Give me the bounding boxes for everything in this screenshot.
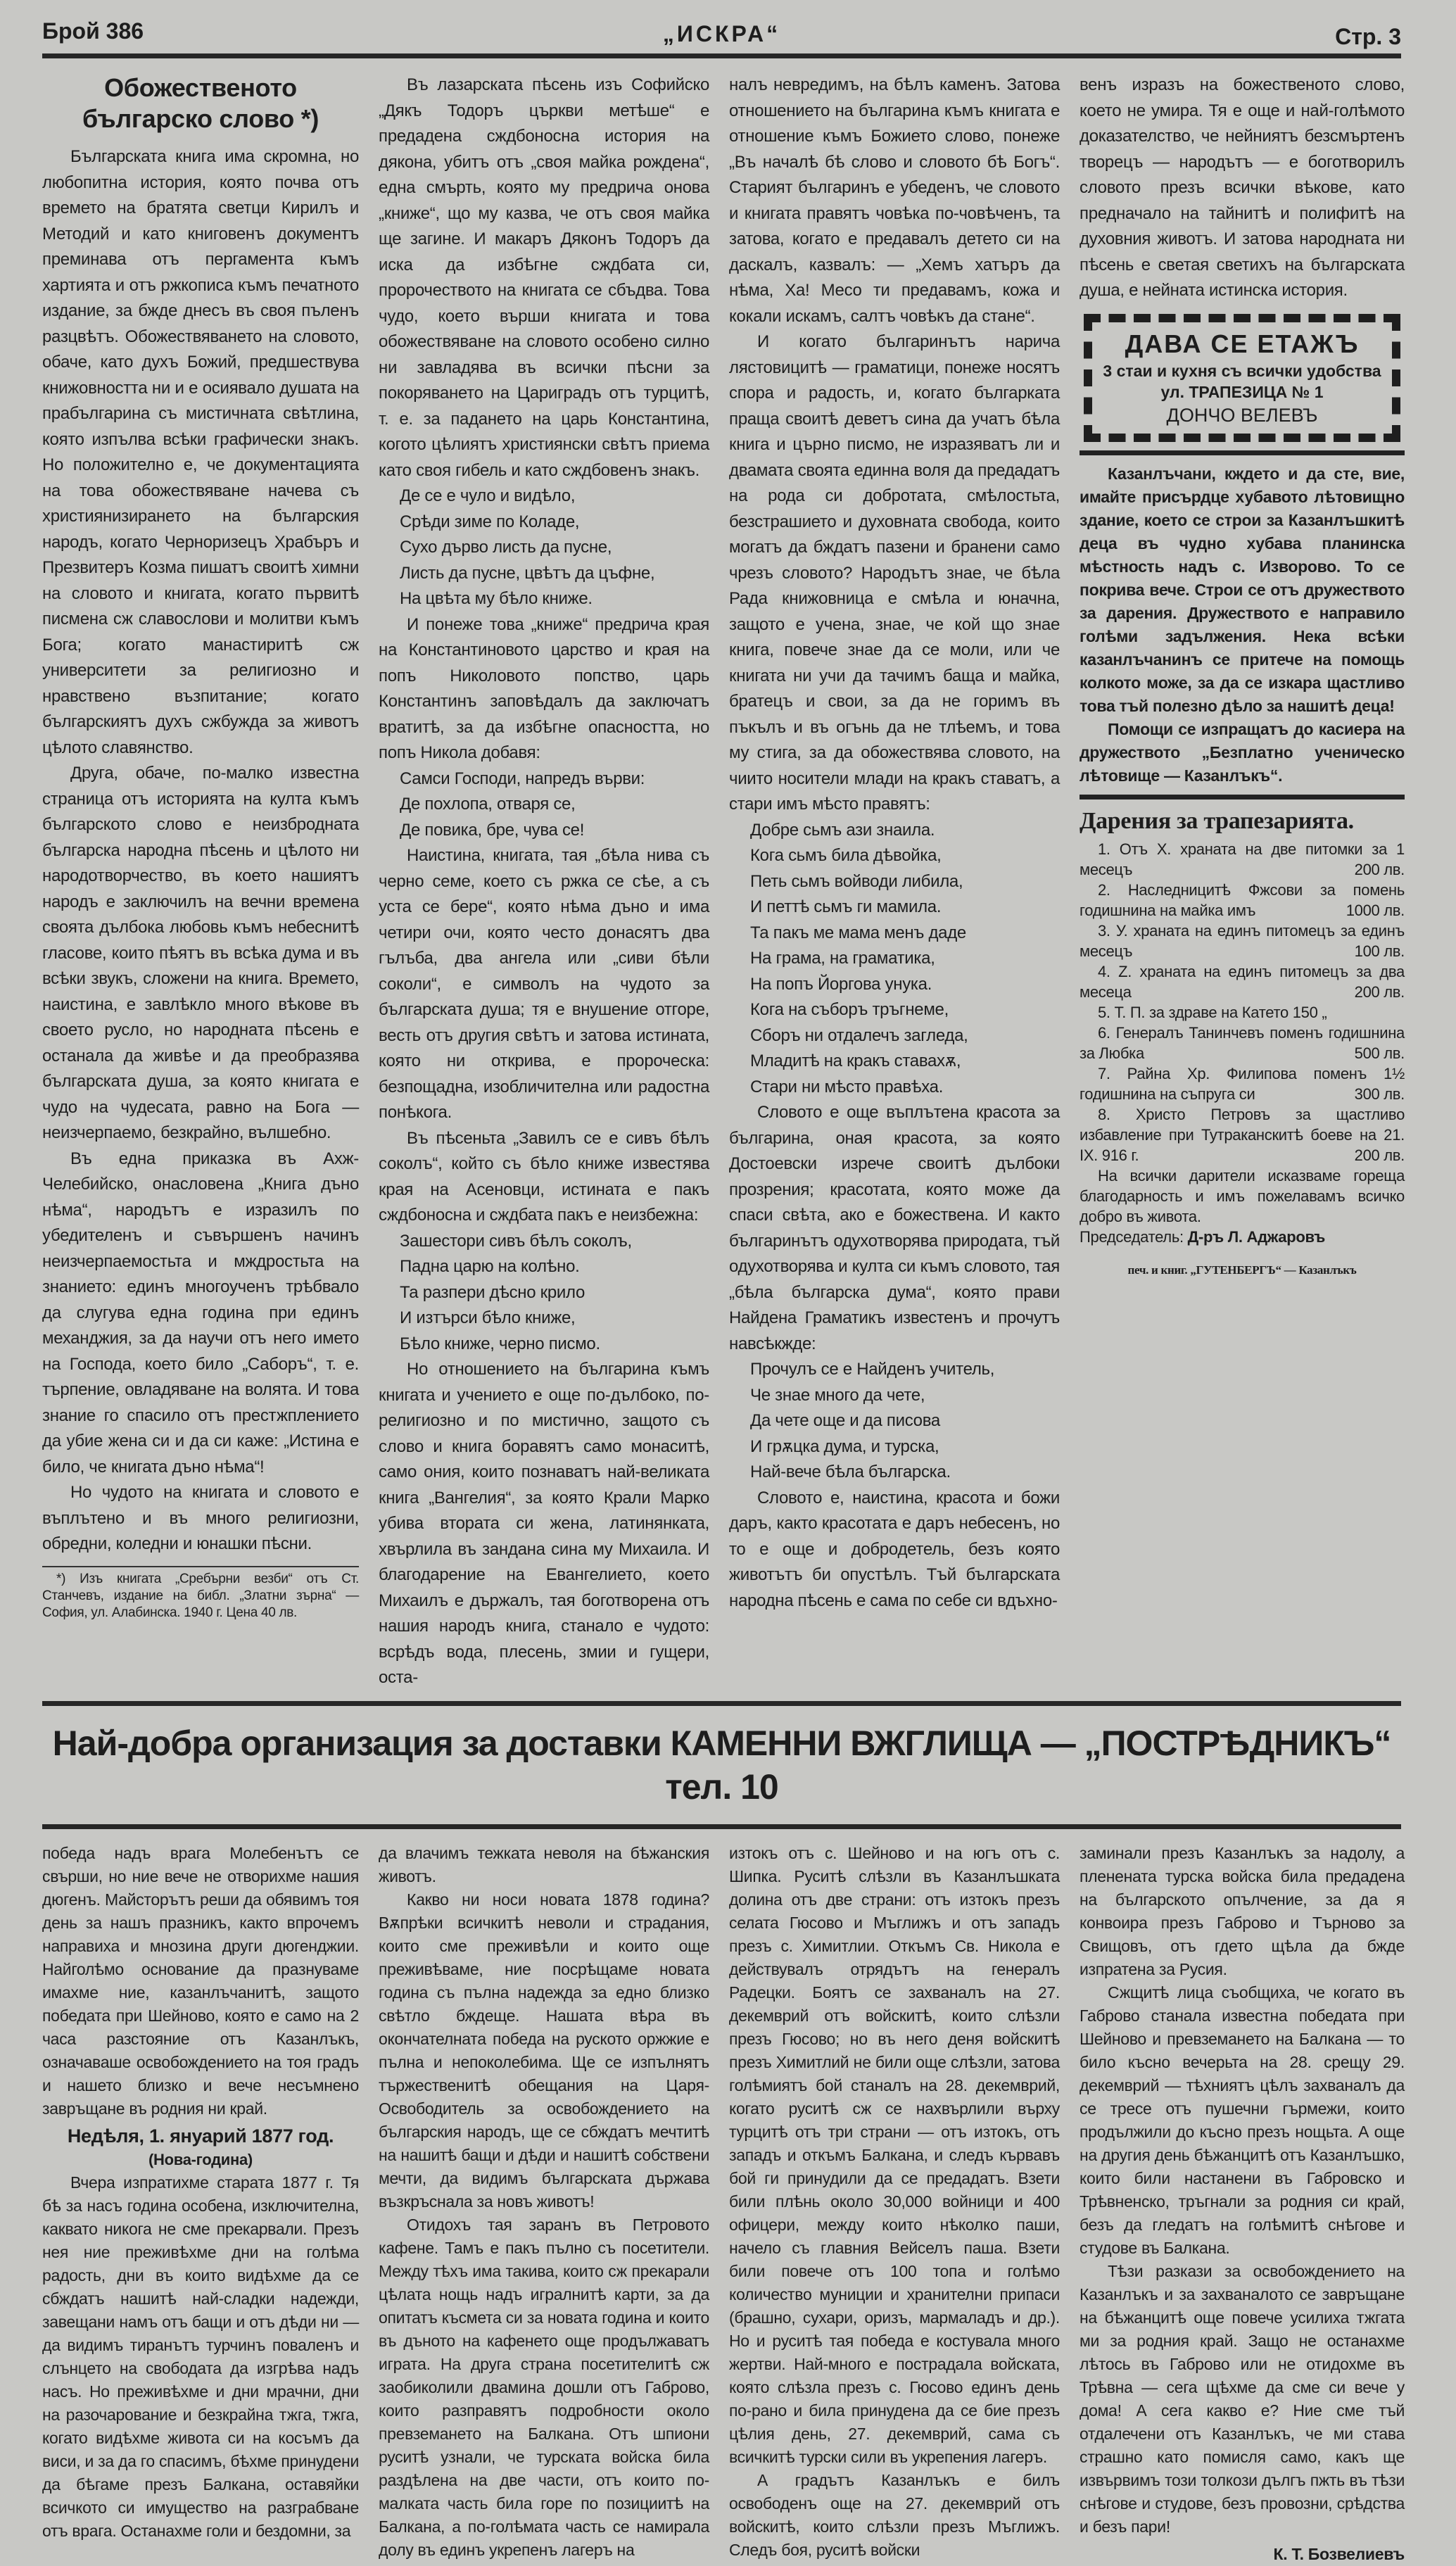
divider (1080, 450, 1405, 455)
page-header (42, 18, 1401, 53)
donation-text: 7. Райна Хр. Филипова поменъ 1½ годишнина на съпруга си (1080, 1064, 1405, 1103)
paragraph: И когато българинътъ нарича лястовицитѣ — граматици, понеже носятъ спора и радость, и, когато българката праща своитѣ деветъ сина да учатъ бѣла книга и църно писмо, не изразяватъ ли и двамата своята единна воля да предадатъ на рода си добротата, смѣлостьта, безстрашието и духовната свобода, които могатъ да бждатъ пазени и бранени само чрезъ словото? Народътъ знае, че бѣла Рада книжовница е смѣла и юначна, защото е учена, знае, че кой що знае книга, повече знае да се моли, или че книгата ни учи да тачимъ баща и майка, братецъ и свои, за да не горимъ въ пъкълъ и въ огънь да не тлѣемъ, и това му стига, за да обожествява словото, на чиито носители млади на кракъ ставатъ, а стари имъ мѣсто правятъ: (729, 332, 1060, 814)
verse-line: Кога на съборъ тръгнеме, (750, 1000, 949, 1019)
paragraph: Словото е още въплътена красота за българина, оная красота, за която Достоевски изрече своитѣ дълбоки прозрения; красотата, която може да спаси свѣта, ако е божествена. И както българинътъ одухотворява природата, тъй одухотворява и култа си къмъ словото, тая „бѣла българска дума“, която прави Найдена Граматикъ известенъ и прочутъ навсѣкжде: (729, 1103, 1060, 1353)
donations-title: Дарения за трапезарията. (1080, 807, 1354, 834)
verse-line: Та разпери дѣсно крило (400, 1282, 585, 1302)
paragraph: Въ пѣсеньта „Завилъ се е сивъ бѣлъ соколъ“, който съ бѣло книже известява края на Асеновци, истината е пакъ сждбоносна и сждбата пакъ е неизбежна: (379, 1128, 709, 1225)
paragraph: Какво ни носи новата 1878 година? Вѫпрѣки всичкитѣ неволи и страдания, които сме преживѣли и които още преживѣваме, ние посрѣщаме новата година съ пълна надежда за едно близко свѣтло бждеще. Нашата вѣра въ окончателната победа на руското оржжие е пълна и непоколебима. Ще се изпълнятъ тържественитѣ обещания на Царя-Освободитель за освобождението на българския народъ, ще се сбждатъ мечтитѣ на нашитѣ бащи и дѣди и нашитѣ собствени мечти, да видимъ българската държава възкръснала за новъ животъ! (379, 1890, 709, 2211)
verse-line: Самси Господи, напредъ върви: (400, 769, 645, 788)
paragraph: изтокъ отъ с. Шейново и на югъ отъ с. Шипка. Руситѣ слѣзли въ Казанлъшката долина отъ две страни: отъ изтокъ презъ селата Гюсово и Мъглижъ и отъ западъ презъ с. Химитлии. Откъмъ Св. Никола е действувалъ отрядътъ на генералъ Радецки. Боятъ се захваналъ на 27. декемврий отъ войскитѣ, които слѣзли презъ Гюсово; но въ него деня войскитѣ презъ Химитлий не били още слѣзли, затова голѣмиятъ бой станалъ на 28. декемврий, когато руситѣ сж се нахвърлили върху турцитѣ отъ три страни — отъ изтокъ, отъ западъ и откъмъ Балкана, и следъ кървавъ бой ги принудили да се предадатъ. Взети били плѣнь около 30,000 войници и 400 офицери, между които нѣколко паши, начело съ главния Вейселъ паша. Взети били повече отъ 100 топа и голѣмо количество муниции и хранителни припаси (брашно, сухари, оризъ, мармаладъ и др.). Но и руситѣ тая победа е костувала много жертви. Най-много е пострадала войската, която слѣзла презъ с. Гюсово единъ день по-рано и била принудена да се бие презъ цѣлия день, 27. декемврий, сама съ всичкитѣ турски сили въ укрепения лагеръ. (729, 1843, 1060, 2466)
ad-description: 3 стаи и кухня съ всички удобства (1103, 361, 1381, 380)
donation-amount: 200 лв. (1354, 982, 1405, 1001)
paragraph: да влачимъ тежката неволя на бѣжанския животъ. (379, 1843, 709, 1885)
verse-line: Бѣло книже, черно писмо. (400, 1334, 600, 1353)
verse-line: Стари ни мѣсто правѣха. (750, 1077, 944, 1096)
author-signature: К. Т. Бозвелиевъ (1273, 2544, 1405, 2563)
top-column-2 (379, 72, 709, 1691)
apartment-for-rent-ad (1084, 314, 1400, 442)
section-heading: Недѣля, 1. януарий 1877 год. (67, 2125, 334, 2147)
paragraph: налъ невредимъ, на бѣлъ каменъ. Затова отношението на българина къмъ книгата е отношение къмъ Божието слово, понеже „Въ началѣ бѣ слово и словото бѣ Богъ“. Старият българинъ е убеденъ, че словото и книгата правятъ човѣка по-човѣченъ, та затова, когато е предавалъ детето си на даскалъ, казвалъ: — „Хемъ хатъръ да нѣма, Ха! Месо ти предавамъ, кожа и кокали искамъ, салтъ човѣкъ да стане“. (729, 75, 1060, 326)
verse-line: Най-вече бѣла българска. (750, 1462, 951, 1481)
paragraph: Сжщитѣ лица съобщиха, че когато въ Габрово станала известна победата при Шейново и превземането на Балкана — то било късно вечерьта на 28. срещу 29. декемврий — тѣхниятъ цѣлъ захваналъ да се тресе отъ пушечни гърмежи, които продължили до късно презъ нощьта. А още на другия день бѣжанцитѣ отъ Казанлъшко, които били настанени въ Габровско и Трѣвненско, тръгнали за родния си край, безъ да гледатъ на голѣмитѣ снѣгове и студове въ Балкана. (1080, 1983, 1405, 2257)
ad-owner: ДОНЧО ВЕЛЕВЪ (1166, 404, 1318, 426)
verse-line: Младитѣ на кракъ ставахѫ, (750, 1051, 961, 1070)
verse-block (729, 1357, 1060, 1486)
paragraph: Но чудото на книгата и словото е въплътено и въ много религиозни, обредни, коледни и юнашки пѣсни. (42, 1483, 359, 1553)
appeal-paragraph: Казанлъчани, кждето и да сте, вие, имайте присърдце хубавото лѣтовищно здание, което се строи за Казанлъшкитѣ деца въ чудно хубава планинска мѣстность надъ с. Изворово. То се покрива вече. Строи се отъ дружеството за дарения. Дружеството е направило голѣми задължения. Нека всѣки казанлъчанинъ се притече на помощь колкото може, за да се изкара щастливо това тъй полезно дѣло за нашитѣ деца! (1080, 464, 1405, 715)
verse-block (379, 766, 709, 844)
verse-line: Петь сьмъ войводи либила, (750, 871, 963, 891)
verse-line: Листь да пусне, цвѣтъ да цъфне, (400, 563, 655, 583)
paragraph: И понеже това „книже“ предрича края на Константиновото царство и края на попъ Николовото попство, царь Константинъ заповѣдалъ да заключатъ вратитѣ, за да избѣгне опасността, но попъ Никола добавя: (379, 614, 709, 762)
verse-line: На грама, на граматика, (750, 949, 935, 968)
banner-rule-top (42, 1701, 1401, 1706)
donation-amount: 100 лв. (1354, 942, 1405, 960)
bottom-column-2 (379, 1842, 709, 2566)
donation-text: 5. Т. П. за здраве на Катето 150 „ (1098, 1003, 1327, 1021)
top-column-3 (729, 72, 1060, 1691)
donation-text: 3. У. храната на единъ питомецъ за единъ месецъ (1080, 921, 1405, 960)
paragraph: Друга, обаче, по-малко известна страница отъ историята на култа къмъ българското слово е неизбродната българска народна пѣсень и цѣлото ни народотворчество, въ което нашиятъ народъ е заключилъ на вечни времена своята дълбока любовь къмъ небеснитѣ гласове, които пѣятъ въ всѣка дума и въ всѣки звукъ, сложени на книга. Времето, наистина, е завлѣкло много вѣкове въ своето русло, но народната пѣсень е останала да живѣе и да преобразява българската душа, за която книгата е чудо на чудесата, равно на Бога — неизчерпаемо, безкрайно, вълшебно. (42, 764, 359, 1142)
verse-line: Де повика, бре, чува се! (400, 820, 585, 840)
donation-text: 1. Отъ Х. храната на две питомки за 1 месецъ (1080, 840, 1405, 878)
chairman-name: Д-ръ Л. Аджаровъ (1187, 1227, 1325, 1246)
donation-amount: 1000 лв. (1346, 901, 1405, 919)
verse-line: Да чете още и да писова (750, 1411, 940, 1430)
bottom-column-4 (1080, 1842, 1405, 2566)
paragraph: Вчера изпратихме старата 1877 г. Тя бѣ за насъ година особена, изключителна, каквато никога не сме прекарвали. Презъ нея ние преживѣхме дни на голѣма радость, дни въ които видѣхме да се сбждатъ нашитѣ най-сладки надежди, завещани намъ отъ бащи и отъ дѣди ни — да видимъ тиранътъ турчинъ поваленъ и слънцето на свободата да изгрѣва надъ насъ. Но преживѣхме и дни мрачни, дни на разочарование и безкрайна тжга, тжга, когато видѣхме живота си на косъмъ да виси, и за да го спасимъ, бѣхме принудени да бѣгаме презъ Балкана, оставяйки всичкото си имущество на разграбване отъ врага. Останахме голи и бездомни, за (42, 2173, 359, 2540)
article-title: Обожественото българско слово *) (82, 73, 319, 133)
verse-block (729, 818, 1060, 1101)
paragraph: Отидохъ тая заранъ въ Петровото кафене. Тамъ е пакъ пълно съ посетители. Между тѣхъ има такива, които сж прекарали цѣлата нощь надъ игралнитѣ карти, за да опитатъ късмета си за новата година и които въ дъното на кафенето още продължаватъ играта. На друга страна посетителитѣ сж заобиколили двамина дошли отъ Габрово, които разправятъ подробности около превземането на Балкана. Отъ шпиони руситѣ узнали, че турската войска била раздѣлена на две части, отъ които по-малката часть била горе по позициитѣ на Балкана, а по-голѣмата часть се намирала долу въ единъ укрепенъ лагеръ на (379, 2215, 709, 2559)
verse-line: Та пакъ ме мама менъ даде (750, 923, 966, 942)
donation-item (1080, 1002, 1405, 1023)
chairman-line (1080, 1227, 1405, 1247)
bottom-section (42, 1842, 1405, 2566)
verse-line: И изтърси бѣло книже, (400, 1308, 576, 1327)
paragraph: Въ една приказка въ Ахж-Челебийско, онасловена „Книга дъно нѣма“, народътъ е изразилъ по убедителенъ и съвършенъ начинъ неизчерпаемостьта и мждростьта на знанието: единъ многоученъ трѣбвало да слугува една година при единъ механджия, за да научи отъ него името на Господа, което било „Саборъ“, т. е. търпение, овладяване на волята. И това знание го спасило отъ престжплението да убие жена си и да си каже: „Истина е било, че книгата дъно нѣма“! (42, 1149, 359, 1477)
ad-title: ДАВА СЕ ЕТАЖЪ (1125, 329, 1360, 358)
verse-line: Де се е чуло и видѣло, (400, 486, 576, 505)
banner-rule-bottom (42, 1824, 1401, 1829)
top-column-1 (42, 72, 359, 1691)
verse-line: Де похлопа, отваря се, (400, 795, 576, 814)
verse-block (379, 484, 709, 612)
verse-line: Че знае много да чете, (750, 1385, 925, 1405)
ad-address: ул. ТРАПЕЗИЦА № 1 (1160, 382, 1324, 401)
bottom-column-3 (729, 1842, 1060, 2566)
donations-section (1080, 807, 1405, 1280)
paragraph: Българската книга има скромна, но любопитна история, която почва отъ времето на братята светци Кирилъ и Методий и като книговенъ документъ преминава отъ пергамента къмъ хартията и отъ ржкописа къмъ печатното издание, за бжде днесъ въ своя пъленъ разцвѣтъ. Обожествяването на словото, обаче, като духъ Божий, предшествува книжовността ни и е осиявало душата на прабългарина съ мистичната свѣтлина, която изпълва всѣки графически знакъ. Но положително е, че документацията на това обожествяване начева съ християнизирането на българския народъ, когато Черноризецъ Храбъръ и Презвитеръ Козма пишатъ своитѣ химни на словото и книгата, когато първитѣ писмена сж славослови и молитви къмъ Бога; когато манастиритѣ сж университети за религиозно и нравствено възпитание; когато българскиятъ духъ сжбужда за животъ цѣлото славянство. (42, 147, 359, 757)
donation-amount: 500 лв. (1354, 1044, 1405, 1062)
paragraph: Но отношението на българина къмъ книгата и учението е още по-дълбоко, по-религиозно и по мистично, защото съ слово и книга боравятъ само монаситѣ, само ония, които познаватъ най-великата книга „Вангелия“, за която Крали Марко убива втората си жена, латинянката, хвърлила въ зандана сина му Михаила. И благодарение на Евангелието, което Михаилъ е държалъ, тая боготворена отъ нашия народъ книга, станало е чудото: всрѣдъ вода, плесень, змии и гущери, оста- (379, 1360, 709, 1687)
newspaper-name: „ИСКРА“ (662, 21, 781, 46)
donation-item (1080, 1063, 1405, 1104)
printer-credit: печ. и книг. „ГУТЕНБЕРГЪ“ — Казанлъкъ (1127, 1263, 1357, 1277)
paragraph: венъ изразъ на божественото слово, което не умира. Тя е още и най-голѣмото доказателство, че нейниятъ безсмъртенъ творецъ — народътъ — е боготворилъ словото презъ всички вѣкове, като предначало на тайнитѣ и полифитѣ на духовния животъ. И затова народната ни пѣсень е светая светихъ на българската душа, е нейната истинска история. (1080, 75, 1405, 300)
appeal-section (1080, 462, 1405, 788)
paragraph: А градътъ Казанлъкъ е билъ освободенъ още на 27. декемврий отъ войскитѣ, които слѣзли презъ Мъглижъ. Следъ боя, руситѣ войски (729, 2470, 1060, 2559)
paragraph: победа надъ врага Молебенътъ се свърши, но ние вече не отворихме нашия дюгенъ. Майсторътъ реши да обявимъ тоя день за нашъ празникъ, както впрочемъ направиха и мнозина други дюгенджии. Найголѣмо основание да празнуваме имахме ние, казанлъчанитѣ, защото победата при Шейново, която е само на 2 часа разстояние отъ Казанлъкъ, означаваше освобождението на тоя градъ и нашето близко и вече несъмнено завръщане въ родния ни край. (42, 1843, 359, 2118)
donation-item (1080, 839, 1405, 880)
divider (1080, 795, 1405, 799)
donation-amount: 200 лв. (1354, 1146, 1405, 1164)
verse-line: И грѫцка дума, и турска, (750, 1436, 939, 1456)
donation-text: 2. Наследницитѣ Фжсови за помень годишнина на майка имъ (1080, 880, 1405, 919)
bottom-column-1 (42, 1842, 359, 2566)
verse-line: Срѣди зиме по Коладе, (400, 512, 580, 531)
coal-advertisement (42, 1701, 1401, 1829)
top-section (42, 72, 1405, 1691)
verse-line: Сухо дърво листь да пусне, (400, 538, 612, 557)
paragraph: Тѣзи разкази за освобождението на Казанлъкъ и за захваналото се завръщане на бѣжанцитѣ още повече усилиха тжгата ми за родния край. Защо не останахме лѣтось въ Габрово или не отидохме въ Трѣвна — сега щѣхме да сме си вече у дома! А сега какво е? Ние сме тъй отдалечени отъ Казанлъкъ, че ми става страшно като помисля само, какъ ще извървимъ този толкози дългъ пжть въ тѣзи снѣгове и студове, безъ провозни, срѣдства и безъ пари! (1080, 2261, 1405, 2536)
donation-amount: 300 лв. (1354, 1085, 1405, 1103)
verse-line: Кога сьмъ била дѣвойка, (750, 846, 942, 865)
issue-number: Брой 386 (42, 18, 144, 44)
appeal-paragraph: Помощи се изпращатъ до касиера на дружеството „Безплатно ученическо лѣтовище — Казанлъкъ“. (1080, 719, 1405, 785)
header-rule (42, 53, 1401, 58)
paragraph: Наистина, книгата, тая „бѣла нива съ черно семе, което съ ржка се сѣе, а съ уста се бере“, която нѣма дъно и има четири очи, която често донасятъ два гълъба, два ангела или „сиви бѣли соколи“, е символъ на чудото за българската душа; тя е внушение отгоре, весть отъ другия свѣтъ и затова истината, която ни открива, е пророческа: безпощадна, изобличителна или радостна понѣкога. (379, 846, 709, 1122)
verse-line: Зашестори сивъ бѣлъ соколъ, (400, 1231, 632, 1251)
verse-line: На цвѣта му бѣло книже. (400, 589, 593, 608)
donation-text: 6. Генералъ Танинчевъ поменъ годишнина за Любка (1080, 1023, 1405, 1062)
donation-item (1080, 1104, 1405, 1165)
donation-text: 4. Z. храната на единъ питомецъ за два месеца (1080, 962, 1405, 1001)
donation-text: 8. Христо Петровъ за щастливо избавление при Тутраканскитѣ боеве на 21. IX. 916 г. (1080, 1105, 1405, 1164)
verse-line: И петтѣ сьмъ ги мамила. (750, 897, 942, 916)
section-subheading: (Нова-година) (148, 2150, 253, 2168)
donations-thanks: На всички дарители исказваме гореща благодарность и имъ пожелавамъ всичко добро въ живота. (1080, 1166, 1405, 1225)
verse-block (379, 1229, 709, 1358)
verse-line: Падна царю на колѣно. (400, 1257, 580, 1276)
verse-line: Добре сьмъ ази знаила. (750, 820, 935, 840)
verse-line: Прочулъ се е Найденъ учитель, (750, 1360, 995, 1379)
paragraph: заминали презъ Казанлъкъ за надолу, а пленената турска войска била предадена на българското опълчение, за да я конвоира презъ Габрово и Търново за Свищовъ, отъ гдето щѣла да бжде изпратена за Русия. (1080, 1843, 1405, 1978)
paragraph: Въ лазарската пѣсень изъ Софийско „Дякъ Тодоръ църкви метѣше“ е предадена сждбоносна история на дякона, убитъ отъ „своя майка рождена“, една смърть, която му предрича онова „книже“, що му казва, че отъ своя майка ще загине. И макаръ Дяконъ Тодоръ да иска да избѣгне сждбата си, пророчеството на книгата се сбъдва. Това чудо, което върши книгата и това обожествяване на словото особено силно ни завладява въ всички пѣсни за покоряването на Цариградъ отъ турцитѣ, т. е. за падането на царь Константина, когото цѣлиятъ християнски свѣтъ приема като своя гибель и като сждбовенъ знакъ. (379, 75, 709, 480)
donation-item (1080, 1023, 1405, 1063)
chairman-label: Председатель: (1080, 1227, 1184, 1246)
page-number: Стр. 3 (1335, 24, 1401, 49)
top-column-4 (1080, 72, 1405, 1691)
paragraph: Словото е, наистина, красота и божи даръ, както красотата е даръ небесенъ, но то е още и добродетель, безъ която животътъ би опустѣлъ. Тъй българската народна пѣсень е сама по себе си вдъхно- (729, 1488, 1060, 1610)
verse-line: На попъ Йоргова унука. (750, 974, 932, 994)
footnote: *) Изъ книгата „Сребърни везби“ отъ Ст. Станчевъ, издание на библ. „Златни зърна“ — София, ул. Алабинска. 1940 г. Цена 40 лв. (42, 1566, 359, 1622)
donation-item (1080, 880, 1405, 921)
donation-item (1080, 921, 1405, 961)
donation-item (1080, 961, 1405, 1002)
donation-amount: 200 лв. (1354, 860, 1405, 878)
verse-line: Сборъ ни отдалечъ загледа, (750, 1025, 968, 1045)
coal-advertisement-banner: Най-добра организация за доставки КАМЕННИ ВЖГЛИЩА — „ПОСТРѢДНИКЪ“ тел. 10 (52, 1723, 1391, 1807)
